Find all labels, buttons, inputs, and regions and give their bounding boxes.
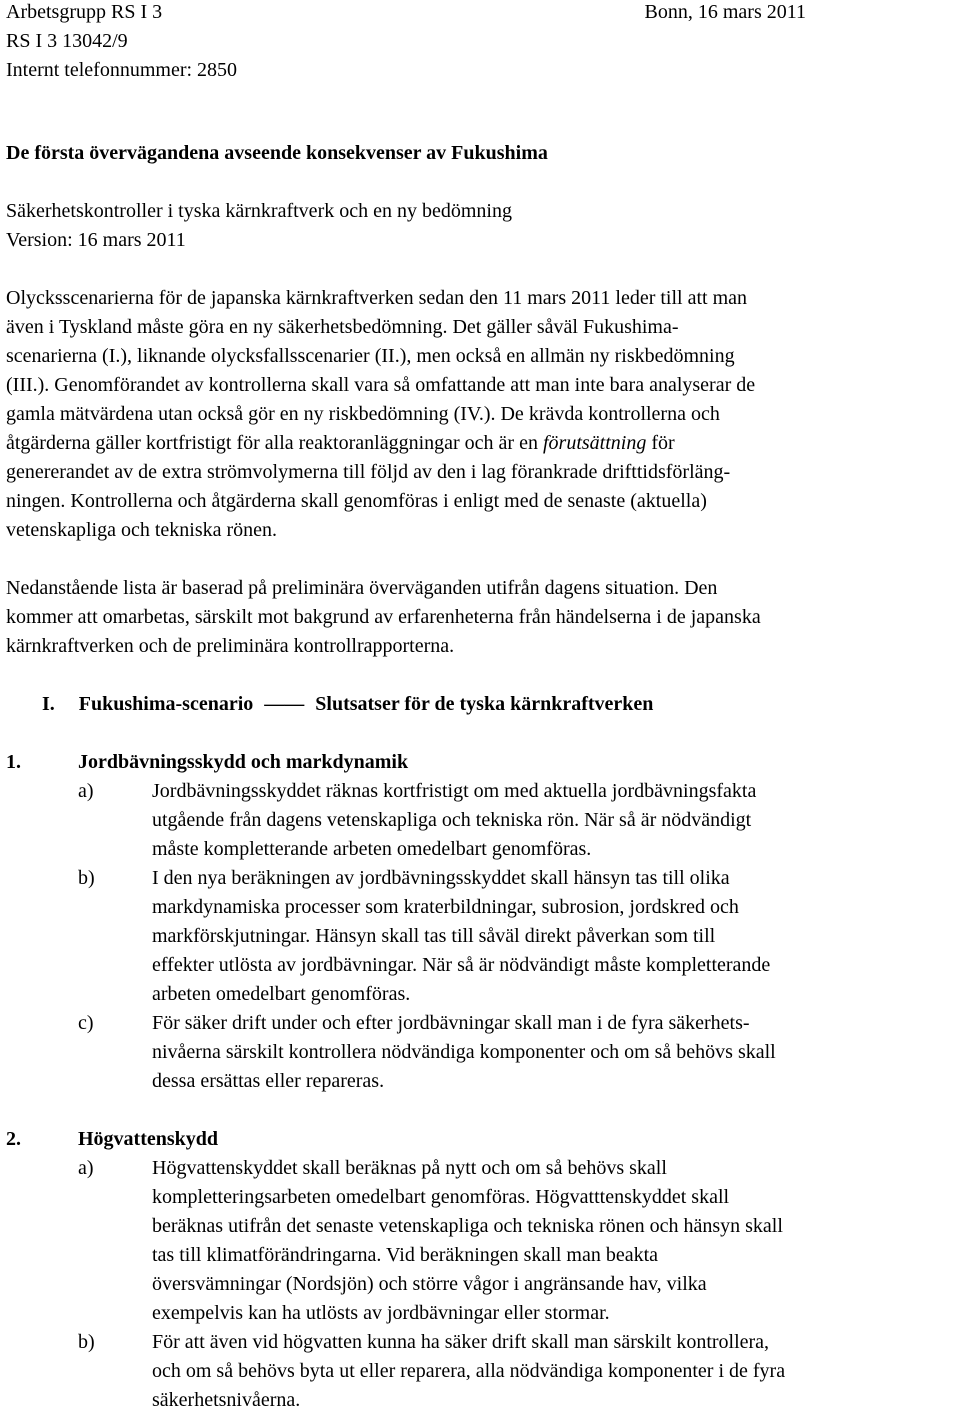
item-line: Högvattenskyddet skall beräknas på nytt och om så behövs skall [152, 1157, 667, 1179]
item-label: c) [78, 1012, 94, 1034]
section-title-left: Fukushima-scenario [78, 693, 254, 715]
list-item [6, 864, 956, 1009]
topic-title: Högvattenskydd [78, 1128, 219, 1150]
item-label: b) [78, 867, 95, 889]
reference-number: RS I 3 13042/9 [6, 30, 128, 52]
list-item [6, 1154, 956, 1328]
intro-text-before: åtgärderna gäller kortfristigt för alla reaktoranläggningar och är en [6, 432, 543, 454]
item-line: måste kompletterande arbeten omedelbart genomföras. [152, 838, 592, 860]
note-line: Nedanstående lista är baserad på preliminära överväganden utifrån dagens situation. Den [6, 577, 718, 599]
item-line: För att även vid högvatten kunna ha säker drift skall man särskilt kontrollera, [152, 1331, 770, 1353]
document-page [6, 0, 956, 1415]
item-line: översvämningar (Nordsjön) och större vågor i angränsande hav, vilka [152, 1273, 707, 1295]
item-label: a) [78, 1157, 94, 1179]
topic-number: 1. [6, 751, 21, 773]
item-body [152, 1009, 956, 1096]
intro-line: ningen. Kontrollerna och åtgärderna skall genomföras i enligt med de senaste (aktuella) [6, 490, 707, 512]
item-line: utgående från dagens vetenskapliga och tekniska rön. När så är nödvändigt [152, 809, 752, 831]
item-line: och om så behövs byta ut eller reparera, alla nödvändiga komponenter i de fyra [152, 1360, 786, 1382]
intro-paragraph [6, 284, 956, 545]
section-heading [6, 690, 956, 719]
item-body [152, 1328, 956, 1415]
intro-line: Olycksscenarierna för de japanska kärnkraftverken sedan den 11 mars 2011 leder till att man [6, 287, 748, 309]
section-number: I. [42, 693, 55, 715]
header-row [6, 0, 806, 27]
intro-line: även i Tyskland måste göra en ny säkerhetsbedömning. Det gäller såväl Fukushima- [6, 316, 679, 338]
item-line: beräknas utifrån det senaste vetenskapliga och tekniska rönen och hänsyn skall [152, 1215, 783, 1237]
section-dash: —— [264, 693, 305, 715]
item-line: dessa ersättas eller repareras. [152, 1070, 385, 1092]
working-group: Arbetsgrupp RS I 3 [6, 1, 163, 23]
item-line: I den nya beräkningen av jordbävningsskyddet skall hänsyn tas till olika [152, 867, 730, 889]
emphasized-word: förutsättning [542, 432, 647, 454]
topic-title: Jordbävningsskydd och markdynamik [78, 751, 409, 773]
item-line: effekter utlösta av jordbävningar. När så är nödvändigt måste kompletterande [152, 954, 771, 976]
item-body [152, 864, 956, 1009]
item-line: kompletteringsarbeten omedelbart genomföras. Högvatttenskyddet skall [152, 1186, 730, 1208]
item-body [152, 777, 956, 864]
item-line: nivåerna särskilt kontrollera nödvändiga komponenter och om så behövs skall [152, 1041, 776, 1063]
note-line: kommer att omarbetas, särskilt mot bakgrund av erfarenheterna från händelserna i de japanska [6, 606, 761, 628]
list-item [6, 777, 956, 864]
intro-line: genererandet av de extra strömvolymerna till följd av den i lag förankrade drifttidsförläng- [6, 461, 731, 483]
section-title-right: Slutsatser för de tyska kärnkraftverken [315, 693, 654, 715]
topic-heading [6, 1125, 956, 1154]
place-date: Bonn, 16 mars 2011 [644, 1, 806, 23]
item-line: markförskjutningar. Hänsyn skall tas till såväl direkt påverkan som till [152, 925, 716, 947]
item-label: b) [78, 1331, 95, 1353]
intro-line-with-emphasis [6, 429, 956, 458]
intro-line: (III.). Genomförandet av kontrollerna skall vara så omfattande att man inte bara analyserar de [6, 374, 756, 396]
intro-line: gamla mätvärdena utan också gör en ny riskbedömning (IV.). De krävda kontrollerna och [6, 403, 720, 425]
item-line: markdynamiska processer som kraterbildningar, subrosion, jordskred och [152, 896, 739, 918]
list-item [6, 1328, 956, 1415]
item-label: a) [78, 780, 94, 802]
intro-line: scenarierna (I.), liknande olycksfallsscenarier (II.), men också en allmän ny riskbedömning [6, 345, 735, 367]
item-line: arbeten omedelbart genomföras. [152, 983, 411, 1005]
intro-line: vetenskapliga och tekniska rönen. [6, 519, 278, 541]
topic-number: 2. [6, 1128, 21, 1150]
intro-text-after: för [646, 432, 675, 454]
item-line: tas till klimatförändringarna. Vid beräkningen skall man beakta [152, 1244, 659, 1266]
note-line: kärnkraftverken och de preliminära kontrollrapporterna. [6, 635, 455, 657]
document-title: De första övervägandena avseende konsekvenser av Fukushima [6, 142, 548, 164]
document-version: Version: 16 mars 2011 [6, 229, 186, 251]
item-line: För säker drift under och efter jordbävningar skall man i de fyra säkerhets- [152, 1012, 750, 1034]
note-paragraph [6, 574, 956, 661]
item-line: Jordbävningsskyddet räknas kortfristigt om med aktuella jordbävningsfakta [152, 780, 757, 802]
internal-phone: Internt telefonnummer: 2850 [6, 59, 238, 81]
topic-heading [6, 748, 956, 777]
item-line: säkerhetsnivåerna. [152, 1389, 301, 1411]
item-body [152, 1154, 956, 1328]
list-item [6, 1009, 956, 1096]
document-subtitle: Säkerhetskontroller i tyska kärnkraftverk och en ny bedömning [6, 200, 512, 222]
item-line: exempelvis kan ha utlösts av jordbävningar eller stormar. [152, 1302, 610, 1324]
